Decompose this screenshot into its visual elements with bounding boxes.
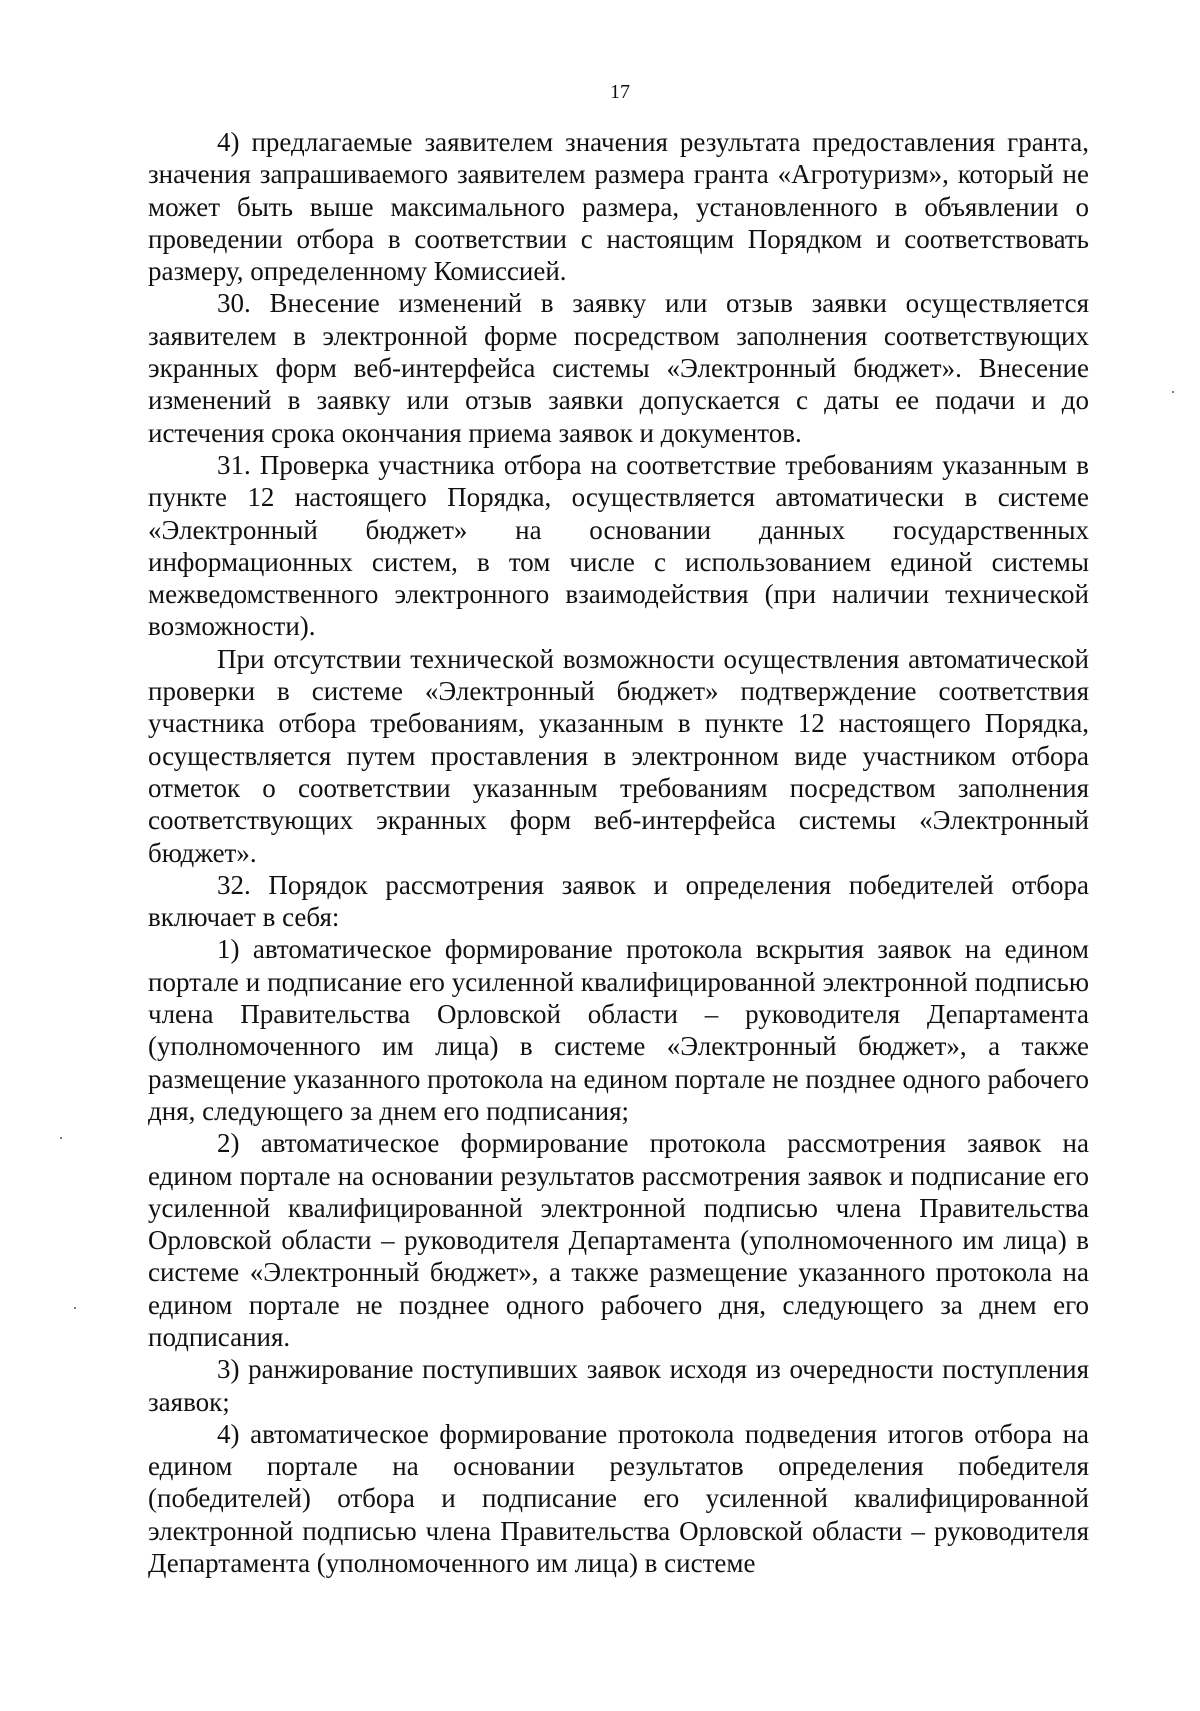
paragraph-31-participant-check: 31. Проверка участника отбора на соответствие требованиям указанным в пункте 12 настоящего Порядка, осуществляется автоматически в системе «Электронный бюджет» на основании данных государственных информационных систем, в том числе с использованием единой системы межведомственного электронного взаимодействия (при наличии технической возможности).: [148, 449, 1089, 642]
paragraph-item-4-proposed-values: 4) предлагаемые заявителем значения результата предоставления гранта, значения запрашиваемого заявителем размера гранта «Агротуризм», который не может быть выше максимального размера, установленного в объявлении о проведении отбора в соответствии с настоящим Порядком и соответствовать размеру, определенному Комиссией.: [148, 127, 1089, 287]
paragraph-32-review-procedure: 32. Порядок рассмотрения заявок и определения победителей отбора включает в себя:: [148, 869, 1089, 933]
paragraph-no-technical-possibility: При отсутствии технической возможности осуществления автоматической проверки в системе «Электронный бюджет» подтверждение соответствия участника отбора требованиям, указанным в пункте 12 настоящего Порядка, осуществляется путем проставления в электронном виде участником отбора отметок о соответствии указанным требованиям посредством заполнения соответствующих экранных форм веб-интерфейса системы «Электронный бюджет».: [148, 643, 1089, 868]
document-body: [148, 126, 1089, 1579]
scan-speck: [74, 1307, 76, 1309]
paragraph-item-1-opening-protocol: 1) автоматическое формирование протокола вскрытия заявок на едином портале и подписание его усиленной квалифицированной электронной подписью члена Правительства Орловской области – руководителя Департамента (уполномоченного им лица) в системе «Электронный бюджет», а также размещение указанного протокола на едином портале не позднее одного рабочего дня, следующего за днем его подписания;: [148, 934, 1089, 1126]
paragraph-item-3-ranking: 3) ранжирование поступивших заявок исходя из очередности поступления заявок;: [148, 1354, 1089, 1417]
page-number: 17: [610, 81, 630, 103]
paragraph-item-2-review-protocol: 2) автоматическое формирование протокола рассмотрения заявок на едином портале на основании результатов рассмотрения заявок и подписание его усиленной квалифицированной электронной подписью члена Правительства Орловской области – руководителя Департамента (уполномоченного им лица) в системе «Электронный бюджет», а также размещение указанного протокола на едином портале не позднее одного рабочего дня, следующего за днем его подписания.: [148, 1128, 1089, 1352]
paragraph-item-4-results-protocol: 4) автоматическое формирование протокола подведения итогов отбора на едином портале на основании результатов определения победителя (победителей) отбора и подписание его усиленной квалифицированной электронной подписью члена Правительства Орловской области – руководителя Департамента (уполномоченного им лица) в системе: [148, 1418, 1089, 1579]
paragraph-30-changes-withdrawal: 30. Внесение изменений в заявку или отзыв заявки осуществляется заявителем в электронной форме посредством заполнения соответствующих экранных форм веб-интерфейса системы «Электронный бюджет». Внесение изменений в заявку или отзыв заявки допускается с даты ее подачи и до истечения срока окончания приема заявок и документов.: [148, 288, 1089, 448]
scan-speck: [1172, 391, 1174, 393]
scan-speck: [60, 1137, 62, 1139]
